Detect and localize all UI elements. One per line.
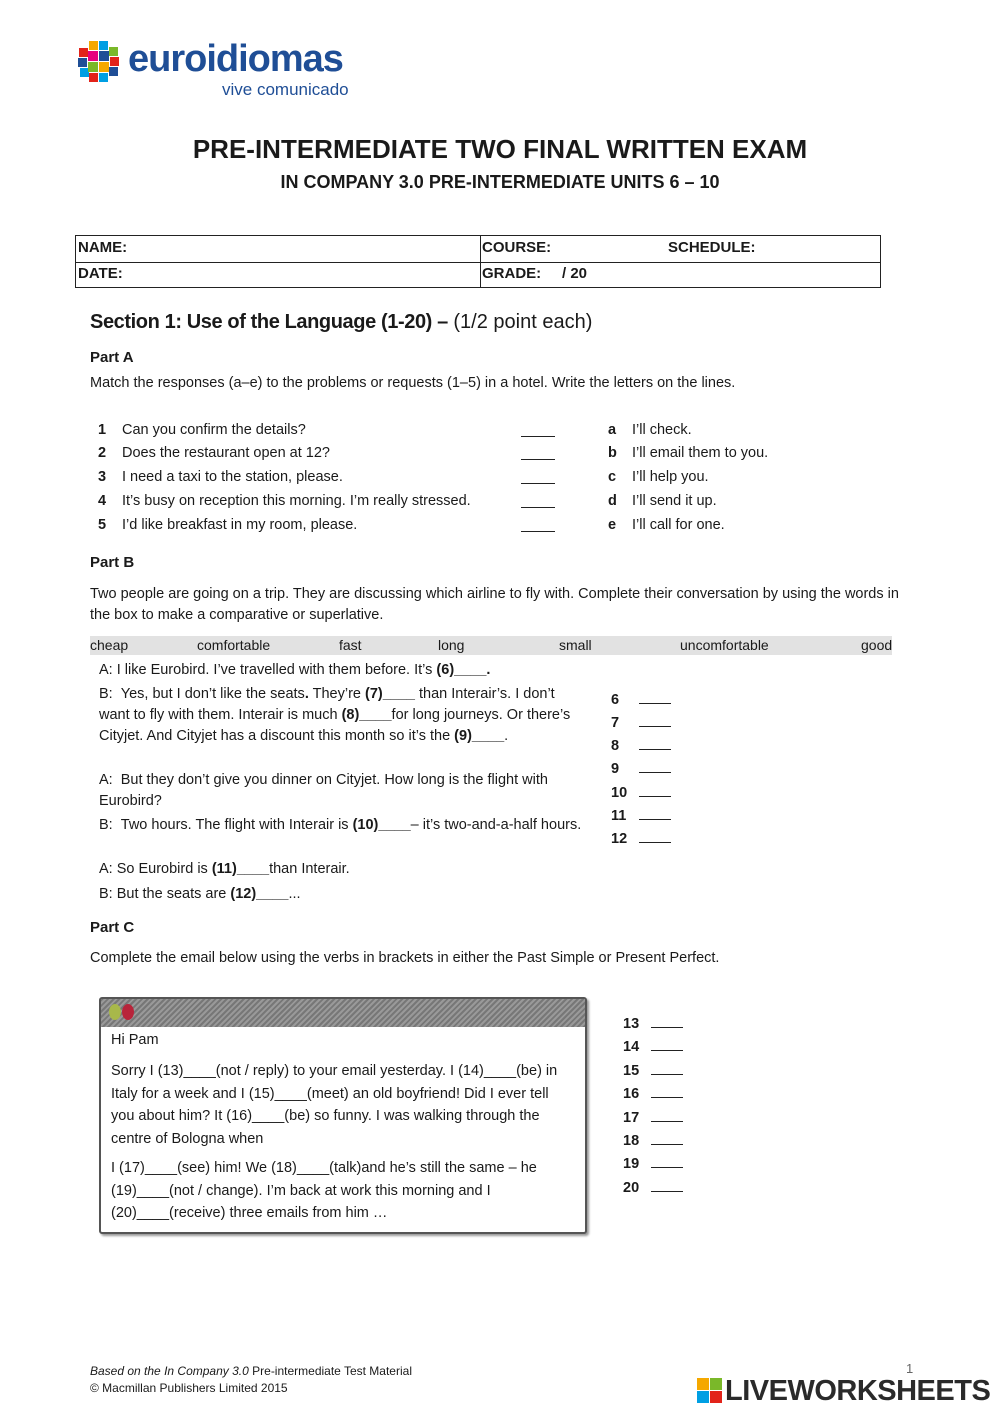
- schedule-label: SCHEDULE:: [668, 239, 756, 256]
- email-greeting: Hi Pam: [111, 1032, 159, 1048]
- word-box: [90, 636, 892, 655]
- dialogue-line: A: So Eurobird is (11)____than Interair.: [99, 861, 350, 877]
- part-b-heading: Part B: [90, 554, 135, 571]
- answer-line[interactable]: 17: [623, 1108, 683, 1126]
- dialogue-line: B: But the seats are (12)____...: [99, 886, 301, 902]
- answer-line[interactable]: 16: [623, 1084, 683, 1102]
- name-label: NAME:: [78, 239, 128, 256]
- list-item: 1 Can you confirm the details? a I’ll check.: [98, 422, 692, 438]
- part-b-instruction: Two people are going on a trip. They are discussing which airline to fly with. Complete their conversation by using the words in the box to make a comparative or superlative.: [90, 586, 899, 623]
- word-box-item: good: [861, 637, 893, 653]
- grade-label: GRADE:: [482, 265, 542, 282]
- student-info-table: [75, 235, 881, 288]
- answer-line[interactable]: 8: [611, 736, 671, 754]
- list-item: 2 Does the restaurant open at 12? b I’ll email them to you.: [98, 445, 769, 461]
- word-box-item: small: [559, 637, 592, 653]
- page-subtitle: IN COMPANY 3.0 PRE-INTERMEDIATE UNITS 6 – 10: [280, 172, 720, 192]
- answer-line[interactable]: 6: [611, 690, 671, 708]
- answer-blank[interactable]: [521, 483, 555, 484]
- answer-line[interactable]: 9: [611, 759, 671, 777]
- word-box-item: long: [438, 637, 465, 653]
- list-item: 3 I need a taxi to the station, please. c I’ll help you.: [98, 469, 709, 485]
- footer-credit: Based on the In Company 3.0 Pre-intermediate Test Material © Macmillan Publishers Limited 2015: [90, 1364, 412, 1395]
- answer-line[interactable]: 10: [611, 783, 671, 801]
- answer-line[interactable]: 13: [623, 1014, 683, 1032]
- answer-line[interactable]: 14: [623, 1037, 683, 1055]
- word-box-item: comfortable: [197, 637, 271, 653]
- word-box-item: uncomfortable: [680, 637, 769, 653]
- dialogue-line: A: But they don’t give you dinner on Cityjet. How long is the flight with Eurobird?: [99, 772, 548, 809]
- dialogue-line: B: Two hours. The flight with Interair is (10)____– it’s two-and-a-half hours.: [99, 817, 582, 833]
- window-dot-icon: [122, 1004, 134, 1020]
- dialogue-line: A: I like Eurobird. I’ve travelled with them before. It’s (6)____.: [99, 662, 491, 678]
- answer-blank[interactable]: [521, 459, 555, 460]
- email-box: [99, 997, 587, 1234]
- email-body: I (17)____(see) him! We (18)____(talk)and he’s still the same – he (19)____(not / change). I’m back at work this morning and I (20)____(receive) three emails from him …: [111, 1160, 537, 1221]
- word-box-item: cheap: [90, 637, 129, 653]
- answer-blank[interactable]: [521, 507, 555, 508]
- date-label: DATE:: [78, 265, 123, 282]
- email-title-bar: [101, 999, 585, 1027]
- answer-line[interactable]: 15: [623, 1061, 683, 1079]
- section-1-title: Section 1: Use of the Language (1-20) – (1/2 point each): [90, 311, 593, 333]
- word-box-item: fast: [339, 637, 362, 653]
- part-a-instruction: Match the responses (a–e) to the problems or requests (1–5) in a hotel. Write the letters on the lines.: [90, 375, 736, 391]
- answer-blank[interactable]: [521, 531, 555, 532]
- page-title: PRE-INTERMEDIATE TWO FINAL WRITTEN EXAM: [192, 134, 808, 164]
- liveworksheets-icon: [697, 1378, 723, 1404]
- brand-name: euroidiomas: [128, 38, 343, 80]
- window-dot-icon: [109, 1004, 121, 1020]
- brand-tagline: vive comunicado: [222, 80, 349, 99]
- part-c-heading: Part C: [90, 919, 135, 936]
- part-c-instruction: Complete the email below using the verbs in brackets in either the Past Simple or Present Perfect.: [90, 950, 720, 966]
- liveworksheets-wordmark: LIVEWORKSHEETS: [725, 1375, 991, 1407]
- answer-blank[interactable]: [521, 436, 555, 437]
- course-label: COURSE:: [482, 239, 552, 256]
- answer-line[interactable]: 11: [611, 806, 671, 824]
- dialogue-line: B: Yes, but I don’t like the seats. They’re (7)____ than Interair’s. I don’t want to fly with them. Interair is much (8)____for long journeys. Or there’s Cityjet. And Cityjet has a discount this month so it’s the (9)____.: [99, 686, 571, 744]
- answer-line[interactable]: 18: [623, 1131, 683, 1149]
- email-body: Sorry I (13)____(not / reply) to your email yesterday. I (14)____(be) in Italy for a week and I (15)____(meet) an old boyfriend! Did I ever tell you about him? It (16)____(be) so funny. I was walking through the centre of Bologna when: [111, 1063, 558, 1147]
- list-item: 4 It’s busy on reception this morning. I’m really stressed. d I’ll send it up.: [98, 493, 717, 509]
- grade-total: / 20: [562, 265, 588, 282]
- page-number: 1: [906, 1361, 914, 1376]
- answer-line[interactable]: 12: [611, 829, 671, 847]
- list-item: 5 I’d like breakfast in my room, please. e I’ll call for one.: [98, 517, 725, 533]
- answer-line[interactable]: 20: [623, 1178, 683, 1196]
- answer-line[interactable]: 19: [623, 1154, 683, 1172]
- answer-line[interactable]: 7: [611, 713, 671, 731]
- euroidiomas-logo-icon: [75, 38, 123, 86]
- part-a-heading: Part A: [90, 349, 134, 366]
